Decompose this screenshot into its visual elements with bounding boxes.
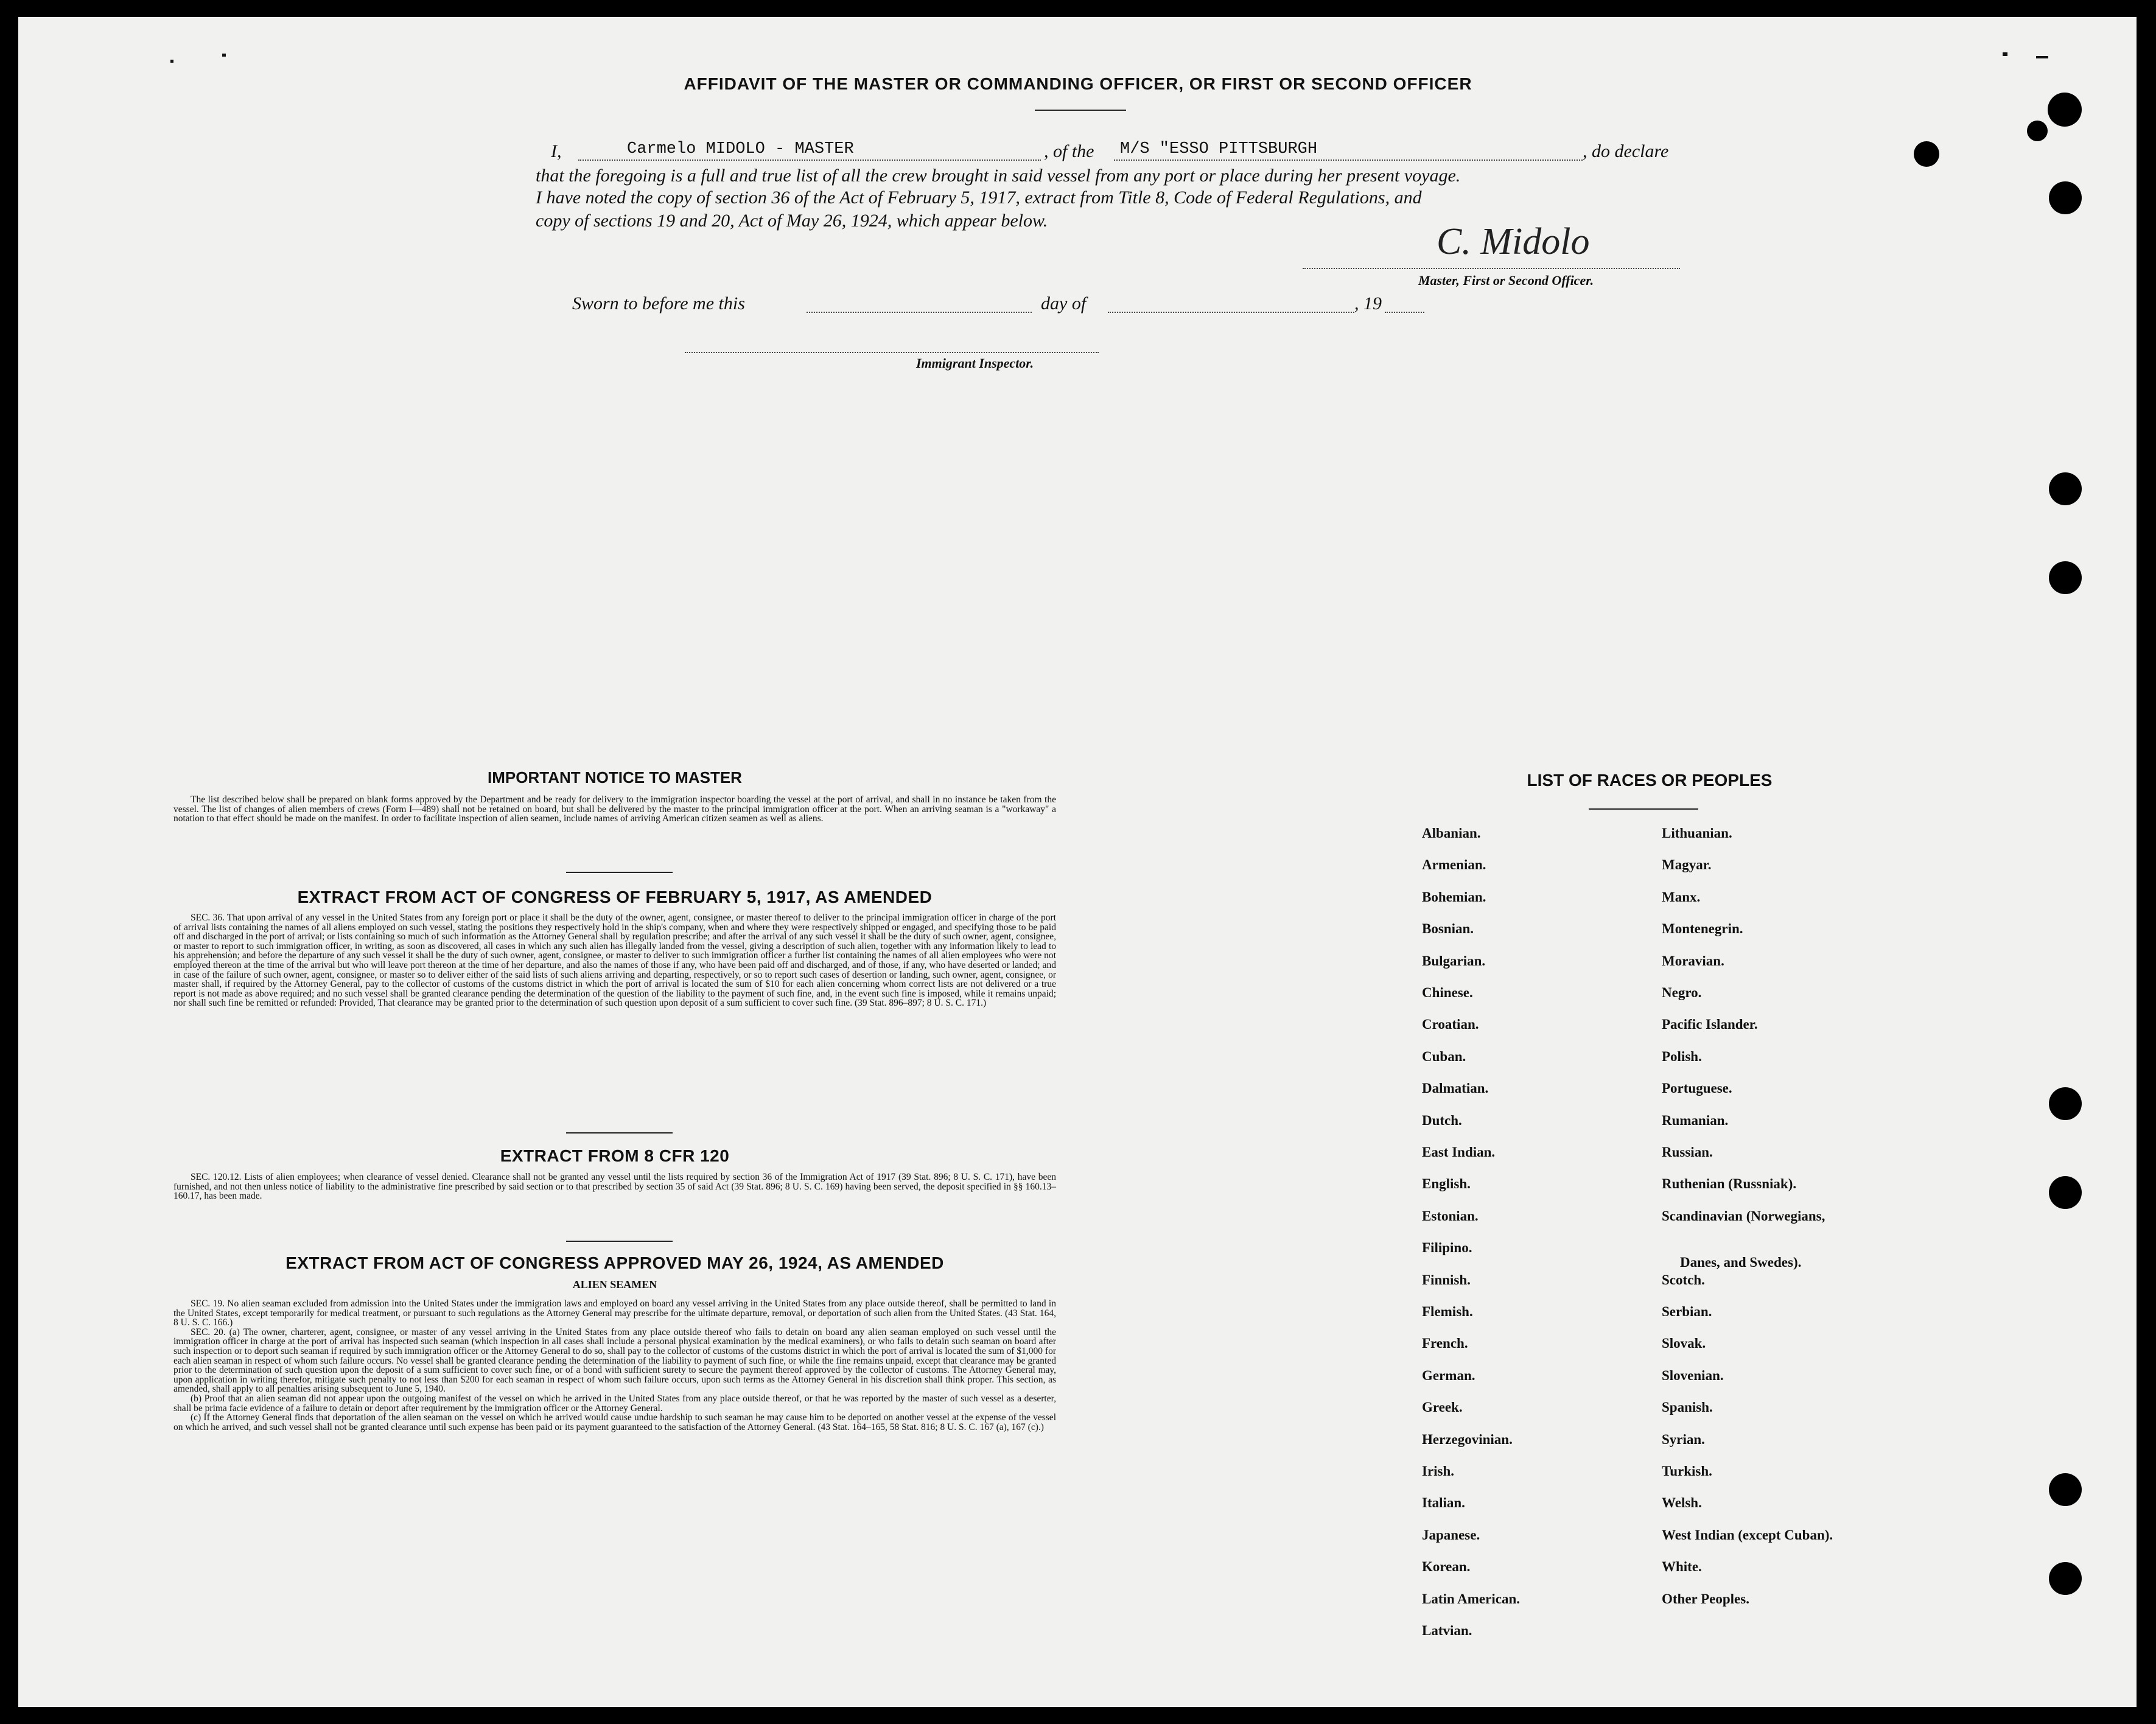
race-item: Welsh. <box>1662 1495 1702 1511</box>
of-the-label: , of the <box>1044 141 1094 161</box>
race-item: Slovenian. <box>1662 1367 1724 1383</box>
race-item: French. <box>1422 1336 1468 1351</box>
race-item: Spanish. <box>1662 1400 1713 1415</box>
i-label: I, <box>551 141 562 161</box>
signature-line <box>1303 268 1680 269</box>
race-item: Magyar. <box>1662 857 1712 873</box>
punch-hole <box>2027 121 2048 141</box>
race-item: Japanese. <box>1422 1527 1480 1543</box>
race-item: Finnish. <box>1422 1272 1471 1288</box>
do-declare: , do declare <box>1583 141 1669 161</box>
race-item: Herzegovinian. <box>1422 1431 1513 1447</box>
extract-1917-body <box>173 913 1056 1008</box>
master-signature: C. Midolo <box>1437 221 1590 262</box>
extract-1917-divider <box>566 1132 673 1134</box>
punch-hole <box>2048 93 2082 127</box>
race-item: Cuban. <box>1422 1048 1466 1064</box>
scan-speck <box>170 60 173 63</box>
extract-1924-body <box>173 1299 1056 1432</box>
punch-hole <box>1914 141 1939 167</box>
sworn-day-line <box>807 312 1032 313</box>
race-item: Moravian. <box>1662 953 1724 969</box>
extract-1924-title: EXTRACT FROM ACT OF CONGRESS APPROVED MAY 26, 1924, AS AMENDED <box>285 1253 944 1272</box>
race-item: German. <box>1422 1367 1475 1383</box>
affidavit-line-3: I have noted the copy of section 36 of the Act of February 5, 1917, extract from Title 8, Code of Federal Regulations, and <box>536 187 1422 208</box>
scan-speck <box>2036 56 2048 58</box>
section-19-paragraph: SEC. 19. No alien seaman excluded from admission into the United States under the immigration laws and employed on board any vessel arriving in the United States from any place outside thereof, shall be permitted to land in the United States, except temporarily for medical treatment, or pursuant to such regulations as the Attorney General may prescribe for the ultimate departure, removal, or deportation of such alien from the United States. (43 Stat. 164, 8 U. S. C. 166.) <box>173 1298 1056 1328</box>
inspector-signature-line <box>685 352 1099 353</box>
alien-seamen-subtitle: ALIEN SEAMEN <box>572 1278 657 1291</box>
punch-hole <box>2049 1176 2082 1209</box>
day-of-label: day of <box>1041 293 1087 314</box>
race-item: Irish. <box>1422 1463 1455 1479</box>
race-item: Ruthenian (Russniak). <box>1662 1176 1797 1192</box>
race-item: Bulgarian. <box>1422 953 1486 969</box>
race-item: West Indian (except Cuban). <box>1662 1527 1833 1543</box>
race-item: Bohemian. <box>1422 889 1486 905</box>
race-item: Filipino. <box>1422 1240 1472 1256</box>
races-divider <box>1589 808 1698 810</box>
race-item: Scandinavian (Norwegians, <box>1662 1208 1825 1224</box>
race-item: Rumanian. <box>1662 1112 1729 1128</box>
race-item: English. <box>1422 1176 1471 1192</box>
race-item: Slovak. <box>1662 1336 1706 1351</box>
vessel-name-line <box>1114 159 1583 161</box>
scan-speck <box>222 54 226 57</box>
punch-hole <box>2049 1087 2082 1120</box>
sworn-year-line <box>1385 312 1424 313</box>
race-item: Scotch. <box>1662 1272 1705 1288</box>
race-item: Bosnian. <box>1422 921 1474 937</box>
race-item: Italian. <box>1422 1495 1465 1511</box>
affidavit-line-4: copy of sections 19 and 20, Act of May 26, 1924, which appear below. <box>536 211 1048 231</box>
section-20a-paragraph: SEC. 20. (a) The owner, charterer, agent, consignee, or master of any vessel arriving in the United States from any place outside thereof who fails to detain on board any alien seaman employed on such vessel until the immigration officer in charge at the port of arrival has inspected such seaman (which inspection in all cases shall include a personal physical examination by the medical examiners), or who fails to detain such seaman on board after such inspection or to deport such seaman if required by such immigration officer or the Attorney General to do so, shall pay to the collector of customs of the customs district in which the port of arrival is located the sum of $1,000 for each alien seaman in respect of whom such failure occurs. No vessel shall be granted clearance pending the determination of the liability to payment of such fine, or while the fine remains unpaid, except that clearance may be granted prior to the determination of such question upon the deposit of a sum sufficient to cover such fine, or of a bond with sufficient surety to secure the payment thereof approved by the collector of customs. The Attorney General may, upon application in writing therefor, mitigate such penalty to not less than $200 for each seaman in respect of whom such failure occurs, upon such terms as the Attorney General in his discretion shall think proper. This section, as amended, shall apply to all penalties arising subsequent to June 5, 1940. <box>173 1326 1056 1395</box>
race-item: Serbian. <box>1662 1304 1712 1319</box>
race-item: Latin American. <box>1422 1591 1520 1607</box>
race-item: Korean. <box>1422 1559 1471 1575</box>
race-item: Polish. <box>1662 1048 1702 1064</box>
race-item: Albanian. <box>1422 825 1481 841</box>
race-item: Negro. <box>1662 985 1702 1000</box>
race-item: Flemish. <box>1422 1304 1473 1319</box>
section-20b-paragraph: (b) Proof that an alien seaman did not appear upon the outgoing manifest of the vessel on which he arrived in the United States from any place outside thereof, or that he was reported by the master of such vessel as a deserter, shall be prima facie evidence of a failure to detain or deport after requirement by the immigration officer or the Attorney General. <box>173 1393 1056 1414</box>
notice-paragraph: The list described below shall be prepared on blank forms approved by the Department and be ready for delivery to the immigration inspector boarding the vessel at the port of arrival, and shall in no instance be taken from the vessel. The list of changes of alien members of crews (Form I—489) shall not be retained on board, but shall be delivered by the master to the principal immigration officer at the port. When an arriving seaman is a "workaway" a notation to that effect should be made on the manifest. In order to facilitate inspection of alien seamen, include names of arriving American citizen seamen as well as aliens. <box>173 794 1056 824</box>
title-divider <box>1035 110 1126 111</box>
notice-title: IMPORTANT NOTICE TO MASTER <box>488 768 742 787</box>
race-item: Chinese. <box>1422 985 1473 1000</box>
extract-cfr-title: EXTRACT FROM 8 CFR 120 <box>500 1146 730 1165</box>
inspector-label: Immigrant Inspector. <box>916 356 1034 371</box>
affidavit-line-2: that the foregoing is a full and true list of all the crew brought in said vessel from any port or place during her present voyage. <box>536 166 1461 186</box>
vessel-name: M/S "ESSO PITTSBURGH <box>1120 140 1318 158</box>
race-item: Russian. <box>1662 1144 1713 1160</box>
punch-hole <box>2049 1562 2082 1595</box>
document-page <box>18 17 2137 1707</box>
race-item: Dutch. <box>1422 1112 1462 1128</box>
race-item: Armenian. <box>1422 857 1486 873</box>
section-20c-paragraph: (c) If the Attorney General finds that deportation of the alien seaman on the vessel on which he arrived would cause undue hardship to such seaman he may cause him to be deported on another vessel at the expense of the vessel on which he arrived, and such vessel shall not be granted clearance until such expense has been paid or its payment guaranteed to the satisfaction of the Attorney General. (43 Stat. 164–165, 58 Stat. 816; 8 U. S. C. 167 (a), 167 (c).) <box>173 1412 1056 1432</box>
section-120-paragraph: SEC. 120.12. Lists of alien employees; when clearance of vessel denied. Clearance shall not be granted any vessel until the lists required by section 36 of the Immigration Act of 1917 (39 Stat. 896; 8 U. S. C. 171), have been furnished, and not then unless notice of liability to the administrative fine prescribed by said section or to that prescribed by section 35 of said Act (39 Stat. 896; 8 U. S. C. 169) having been served, the deposit specified in §§ 160.13–160.17, has been made. <box>173 1172 1056 1202</box>
race-item: Turkish. <box>1662 1463 1712 1479</box>
race-item: Danes, and Swedes). <box>1680 1255 1802 1270</box>
races-title: LIST OF RACES OR PEOPLES <box>1527 771 1773 790</box>
notice-body <box>173 795 1056 824</box>
race-item: Lithuanian. <box>1662 825 1732 841</box>
master-name: Carmelo MIDOLO - MASTER <box>627 140 854 158</box>
extract-cfr-body <box>173 1172 1056 1201</box>
race-item: Greek. <box>1422 1400 1463 1415</box>
punch-hole <box>2049 181 2082 214</box>
race-item: Croatian. <box>1422 1017 1479 1032</box>
scan-speck <box>2003 52 2007 56</box>
race-item: Estonian. <box>1422 1208 1479 1224</box>
signer-role: Master, First or Second Officer. <box>1418 273 1594 288</box>
race-item: Latvian. <box>1422 1623 1472 1638</box>
sworn-month-line <box>1108 312 1354 313</box>
sworn-label: Sworn to before me this <box>572 293 745 314</box>
punch-hole <box>2049 1473 2082 1506</box>
race-item: Pacific Islander. <box>1662 1017 1758 1032</box>
race-item: Syrian. <box>1662 1431 1705 1447</box>
affidavit-title: AFFIDAVIT OF THE MASTER OR COMMANDING OFFICER, OR FIRST OR SECOND OFFICER <box>684 74 1472 93</box>
year-label: , 19 <box>1354 293 1382 314</box>
race-item: Portuguese. <box>1662 1081 1732 1096</box>
race-item: Dalmatian. <box>1422 1081 1489 1096</box>
punch-hole <box>2049 561 2082 594</box>
race-item: Other Peoples. <box>1662 1591 1749 1607</box>
master-name-line <box>578 159 1041 161</box>
extract-cfr-divider <box>566 1241 673 1242</box>
race-item: East Indian. <box>1422 1144 1496 1160</box>
notice-divider <box>566 872 673 873</box>
race-item: White. <box>1662 1559 1702 1575</box>
punch-hole <box>2049 472 2082 505</box>
race-item: Montenegrin. <box>1662 921 1743 937</box>
section-36-paragraph: SEC. 36. That upon arrival of any vessel in the United States from any foreign port or place it shall be the duty of the owner, agent, consignee, or master thereof to deliver to the principal immigration officer in charge of the port of arrival lists containing the names of all aliens employed on such vessel, stating the positions they respectively hold in the ship's company, when and where they were respectively shipped or engaged, and specifying those to be paid off and discharged in the port of arrival; or lists containing so much of such information as the Attorney General shall by regulation prescribe; and after the arrival of any such vessel it shall be the duty of such owner, agent, consignee, or master to report to such immigration officer, in writing, as soon as discovered, all cases in which any such alien has illegally landed from the vessel, giving a description of such alien, together with any information likely to lead to his apprehension; and before the departure of any such vessel it shall be the duty of such owner, agent, consignee, or master to deliver to such immigration officer a further list containing the names of all alien employees who were not employed thereon at the time of the arrival but who will leave port thereon at the time of her departure, and also the names of those if any, who have been paid off and discharged, and of those, if any, who have deserted or landed; and in case of the failure of such owner, agent, consignee, or master so to deliver either of the said lists of such aliens arriving and departing, respectively, or so to report such cases of desertion or landing, such owner, agent, consignee, or master shall, if required by the Attorney General, pay to the collector of customs of the customs district in which the port of arrival is located the sum of $10 for each alien concerning whom correct lists are not delivered or a true report is not made as above required; and no such vessel shall be granted clearance pending the determination of the question of the liability to the payment of such fine, and, in the event such fine is imposed, while it remains unpaid; nor shall such fine be remitted or refunded: Provided, That clearance may be granted prior to the determination of such question upon deposit of a sum sufficient to cover such fine. (39 Stat. 896–897; 8 U. S. C. 171.) <box>173 913 1056 1009</box>
race-item: Manx. <box>1662 889 1701 905</box>
extract-1917-title: EXTRACT FROM ACT OF CONGRESS OF FEBRUARY 5, 1917, AS AMENDED <box>297 888 933 906</box>
